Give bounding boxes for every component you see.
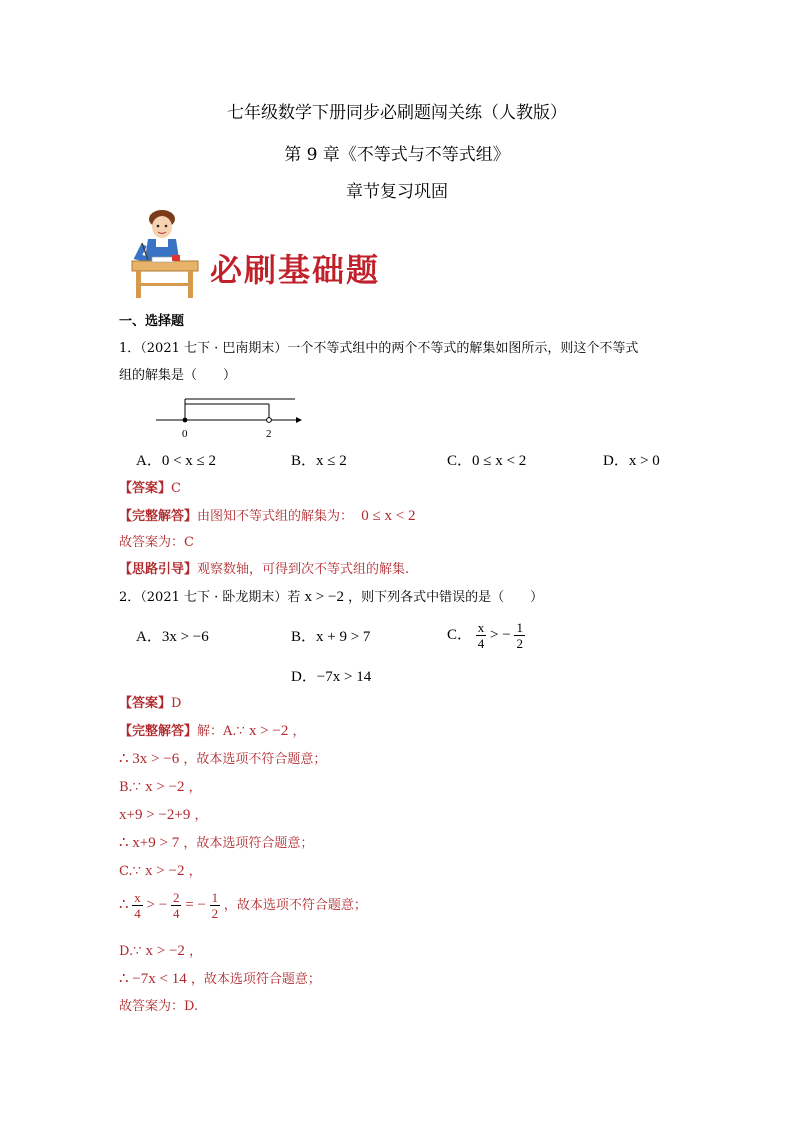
doc-title: 七年级数学下册同步必刷题闯关练（人教版） bbox=[227, 103, 567, 123]
q2-stem-math: x > −2 bbox=[304, 589, 344, 605]
q1-number-line-figure bbox=[150, 392, 310, 442]
q2-solution-line-8: D.∵ x > −2 ， bbox=[119, 943, 203, 959]
q2-conclusion: 故答案为：D. bbox=[119, 999, 199, 1014]
q1-option-d: D．x > 0 bbox=[603, 453, 660, 469]
q1-hint-row bbox=[119, 561, 409, 579]
q1-solution-row bbox=[119, 507, 416, 526]
q1-stem-line1: 1．（2021 七下 · 巴南期末）一个不等式组中的两个不等式的解集如图所示，则这个不等式 bbox=[119, 341, 639, 356]
q2-solution-line-2: ∴ 3x > −6 ，故本选项不符合题意； bbox=[119, 751, 327, 767]
q2-option-c bbox=[447, 620, 525, 651]
q2-option-c-frac1: $\frac{x}{4}$ bbox=[477, 620, 485, 651]
section-heading-choice: 一、选择题 bbox=[119, 314, 185, 329]
q1-conclusion: 故答案为：C bbox=[119, 535, 194, 550]
q1-option-a: A．0 < x ≤ 2 bbox=[136, 453, 217, 469]
q2-solution-line-9: ∴ −7x < 14 ，故本选项符合题意； bbox=[119, 971, 321, 987]
q1-option-b: B．x ≤ 2 bbox=[291, 453, 347, 469]
solution-tag: 【完整解答】 bbox=[119, 509, 198, 524]
q1-option-c: C．0 ≤ x < 2 bbox=[447, 453, 527, 469]
q1-hint-text: 观察数轴，可得到次不等式组的解集. bbox=[197, 562, 410, 577]
q2-option-a: A．3x > −6 bbox=[136, 629, 209, 645]
q1-answer: C bbox=[171, 481, 181, 496]
q1-solution-math: 0 ≤ x < 2 bbox=[361, 508, 416, 524]
q2-solution-line-7: ∴ $\frac{x}{4}$ > − $\frac{2}{4}$ = − $\frac{1}{2}$ ，故本选项不符合题意； bbox=[119, 890, 367, 921]
q2-option-b: B．x + 9 > 7 bbox=[291, 629, 371, 645]
q2-option-c-label: C． bbox=[447, 626, 473, 643]
chapter-title: 第 9 章《不等式与不等式组》 bbox=[284, 145, 510, 165]
q2-option-c-frac2: $\frac{1}{2}$ bbox=[516, 620, 523, 651]
tick-0: 0 bbox=[182, 428, 188, 440]
student-at-desk-illustration bbox=[128, 205, 208, 300]
q2-stem bbox=[119, 588, 543, 607]
answer-tag: 【答案】 bbox=[119, 481, 172, 496]
banner-title: 必刷基础题 bbox=[210, 251, 381, 289]
q2-solution-line-4: x+9 > −2+9 ， bbox=[119, 807, 208, 823]
q2-solution-line-5: ∴ x+9 > 7 ，故本选项符合题意； bbox=[119, 835, 314, 851]
q2-answer-row bbox=[119, 695, 181, 713]
q2-solution-line-3: B.∵ x > −2 ， bbox=[119, 779, 202, 795]
hint-tag: 【思路引导】 bbox=[119, 562, 198, 577]
q2-option-d: D．−7x > 14 bbox=[291, 669, 372, 685]
q2-stem-post: ，则下列各式中错误的是（ ） bbox=[348, 590, 544, 605]
q1-stem-line2: 组的解集是（ ） bbox=[119, 368, 237, 383]
q2-answer: D bbox=[171, 696, 182, 711]
section-title: 章节复习巩固 bbox=[346, 182, 448, 202]
q2-solution-line-1: 【完整解答】解：A.∵ x > −2 ， bbox=[119, 723, 306, 739]
tick-2: 2 bbox=[266, 428, 272, 440]
solution-tag: 【完整解答】 bbox=[119, 724, 198, 739]
q1-solution-text: 由图知不等式组的解集为： bbox=[197, 509, 354, 524]
q2-stem-pre: 2．（2021 七下 · 卧龙期末）若 bbox=[119, 590, 301, 605]
banner bbox=[128, 205, 381, 300]
q2-option-c-rel: > − bbox=[490, 626, 511, 643]
q1-answer-row bbox=[119, 480, 181, 498]
q2-solution-line-6: C.∵ x > −2 ， bbox=[119, 863, 202, 879]
answer-tag: 【答案】 bbox=[119, 696, 172, 711]
